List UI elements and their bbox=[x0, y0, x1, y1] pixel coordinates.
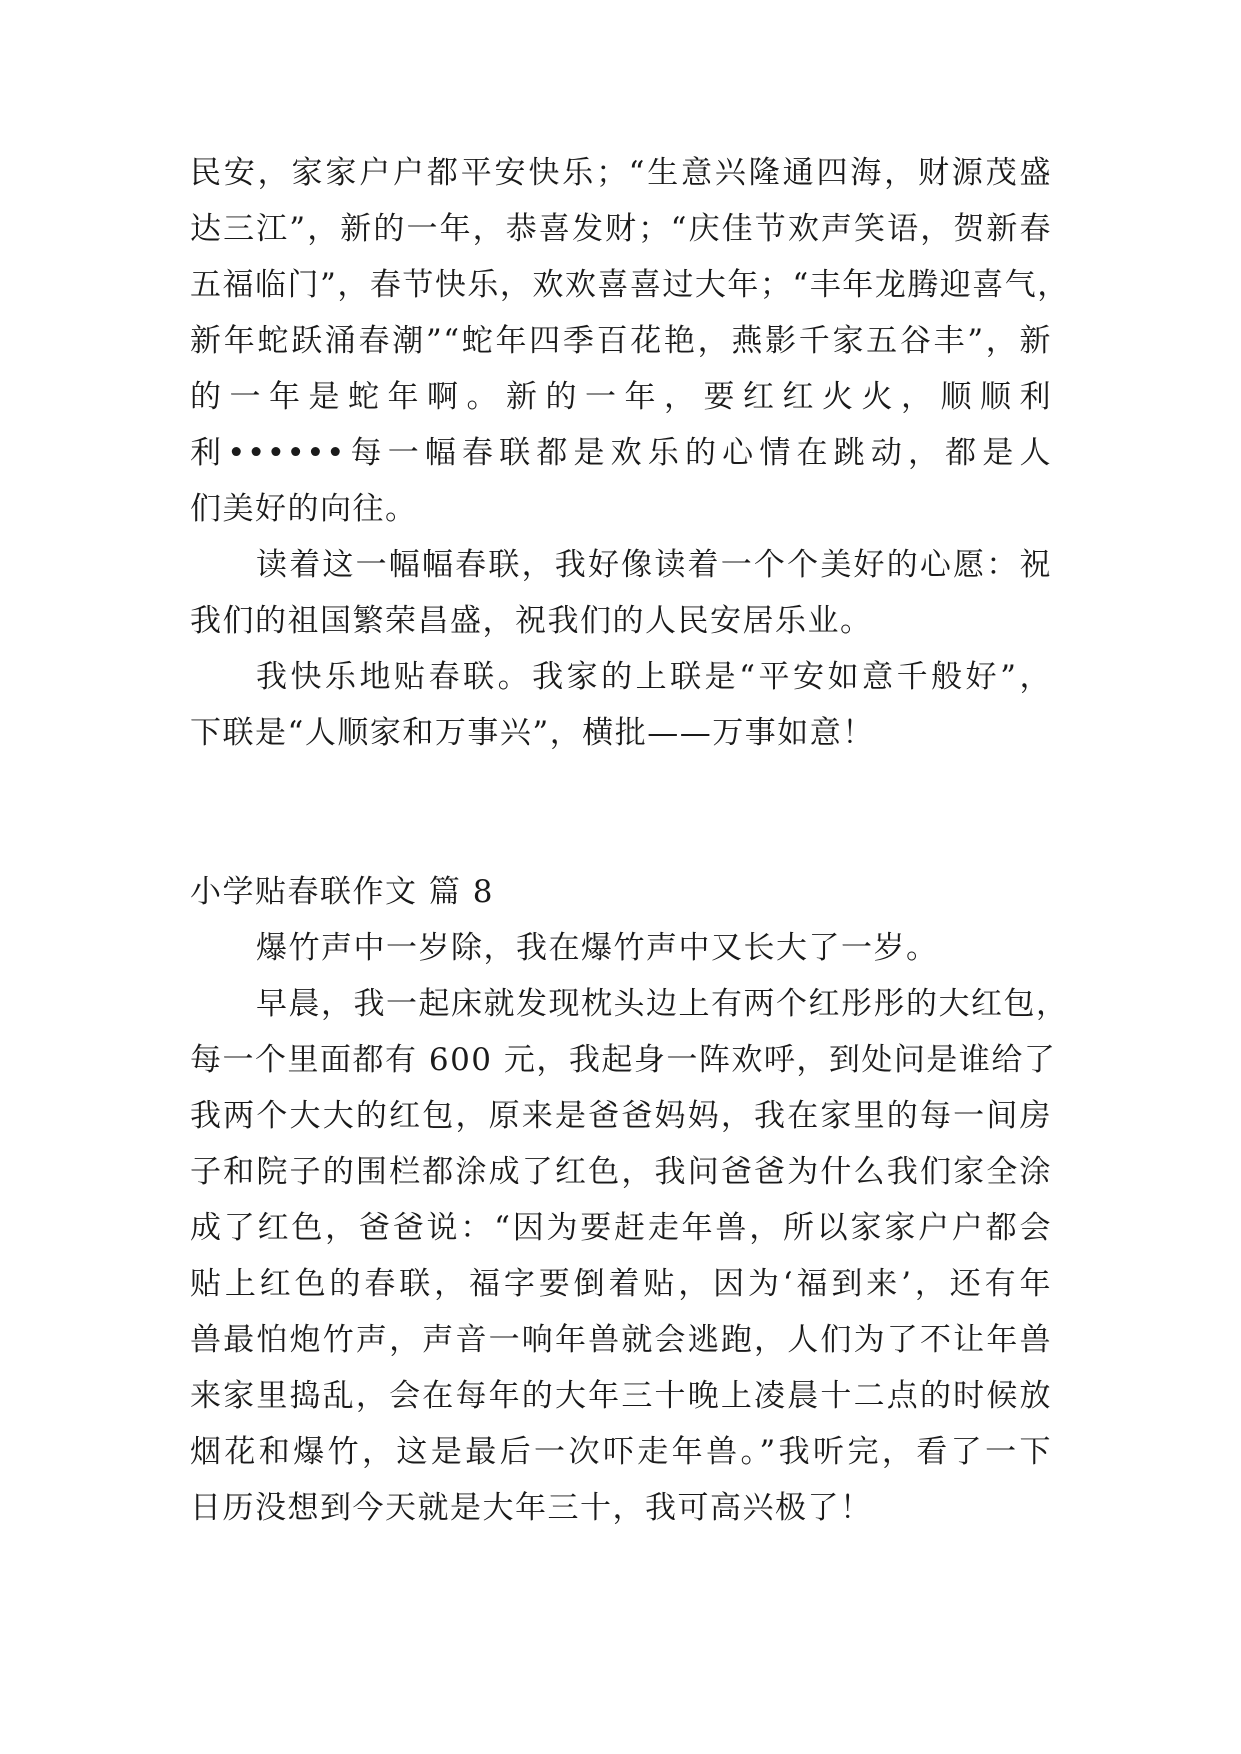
text-line: 贴上红色的春联，福字要倒着贴，因为‘福到来’，还有年 bbox=[190, 1266, 1052, 1302]
text-line: 新年蛇跃涌春潮”“蛇年四季百花艳，燕影千家五谷丰”，新 bbox=[190, 323, 1052, 359]
text-line: 五福临门”，春节快乐，欢欢喜喜过大年；“丰年龙腾迎喜气， bbox=[190, 267, 1070, 303]
text-line: 们美好的向往。 bbox=[190, 491, 418, 527]
text-line: 达三江”，新的一年，恭喜发财；“庆佳节欢声笑语，贺新春 bbox=[190, 211, 1052, 247]
text-line: 爆竹声中一岁除，我在爆竹声中又长大了一岁。 bbox=[256, 930, 939, 966]
text-line: 我们的祖国繁荣昌盛，祝我们的人民安居乐业。 bbox=[190, 603, 873, 639]
text-line: 利••••••每一幅春联都是欢乐的心情在跳动，都是人 bbox=[190, 435, 1052, 471]
text-line: 烟花和爆竹，这是最后一次吓走年兽。”我听完，看了一下 bbox=[190, 1434, 1052, 1470]
paragraph-3 bbox=[190, 649, 1052, 761]
text-line: 子和院子的围栏都涂成了红色，我问爸爸为什么我们家全涂 bbox=[190, 1154, 1052, 1190]
paragraph-1 bbox=[190, 145, 1070, 537]
text-line: 我两个大大的红包，原来是爸爸妈妈，我在家里的每一间房 bbox=[190, 1098, 1052, 1134]
text-line: 早晨，我一起床就发现枕头边上有两个红彤彤的大红包， bbox=[256, 986, 1069, 1022]
paragraph-5 bbox=[190, 976, 1069, 1536]
text-line: 兽最怕炮竹声，声音一响年兽就会逃跑，人们为了不让年兽 bbox=[190, 1322, 1052, 1358]
text-line: 读着这一幅幅春联，我好像读着一个个美好的心愿：祝 bbox=[256, 547, 1052, 583]
text-line: 每一个里面都有 600 元，我起身一阵欢呼，到处问是谁给了 bbox=[190, 1042, 1057, 1078]
paragraph-4 bbox=[190, 920, 1052, 976]
paragraph-2 bbox=[190, 537, 1052, 649]
text-line: 成了红色，爸爸说：“因为要赶走年兽，所以家家户户都会 bbox=[190, 1210, 1052, 1246]
text-line: 我快乐地贴春联。我家的上联是“平安如意千般好”， bbox=[256, 659, 1052, 695]
text-line: 来家里捣乱，会在每年的大年三十晚上凌晨十二点的时候放 bbox=[190, 1378, 1052, 1414]
text-line: 下联是“人顺家和万事兴”，横批——万事如意！ bbox=[190, 715, 875, 751]
text-line: 日历没想到今天就是大年三十，我可高兴极了！ bbox=[190, 1490, 873, 1526]
section-heading: 小学贴春联作文 篇 8 bbox=[190, 874, 494, 910]
text-line: 民安，家家户户都平安快乐；“生意兴隆通四海，财源茂盛 bbox=[190, 155, 1052, 191]
text-line: 的一年是蛇年啊。新的一年，要红红火火，顺顺利 bbox=[190, 379, 1052, 415]
